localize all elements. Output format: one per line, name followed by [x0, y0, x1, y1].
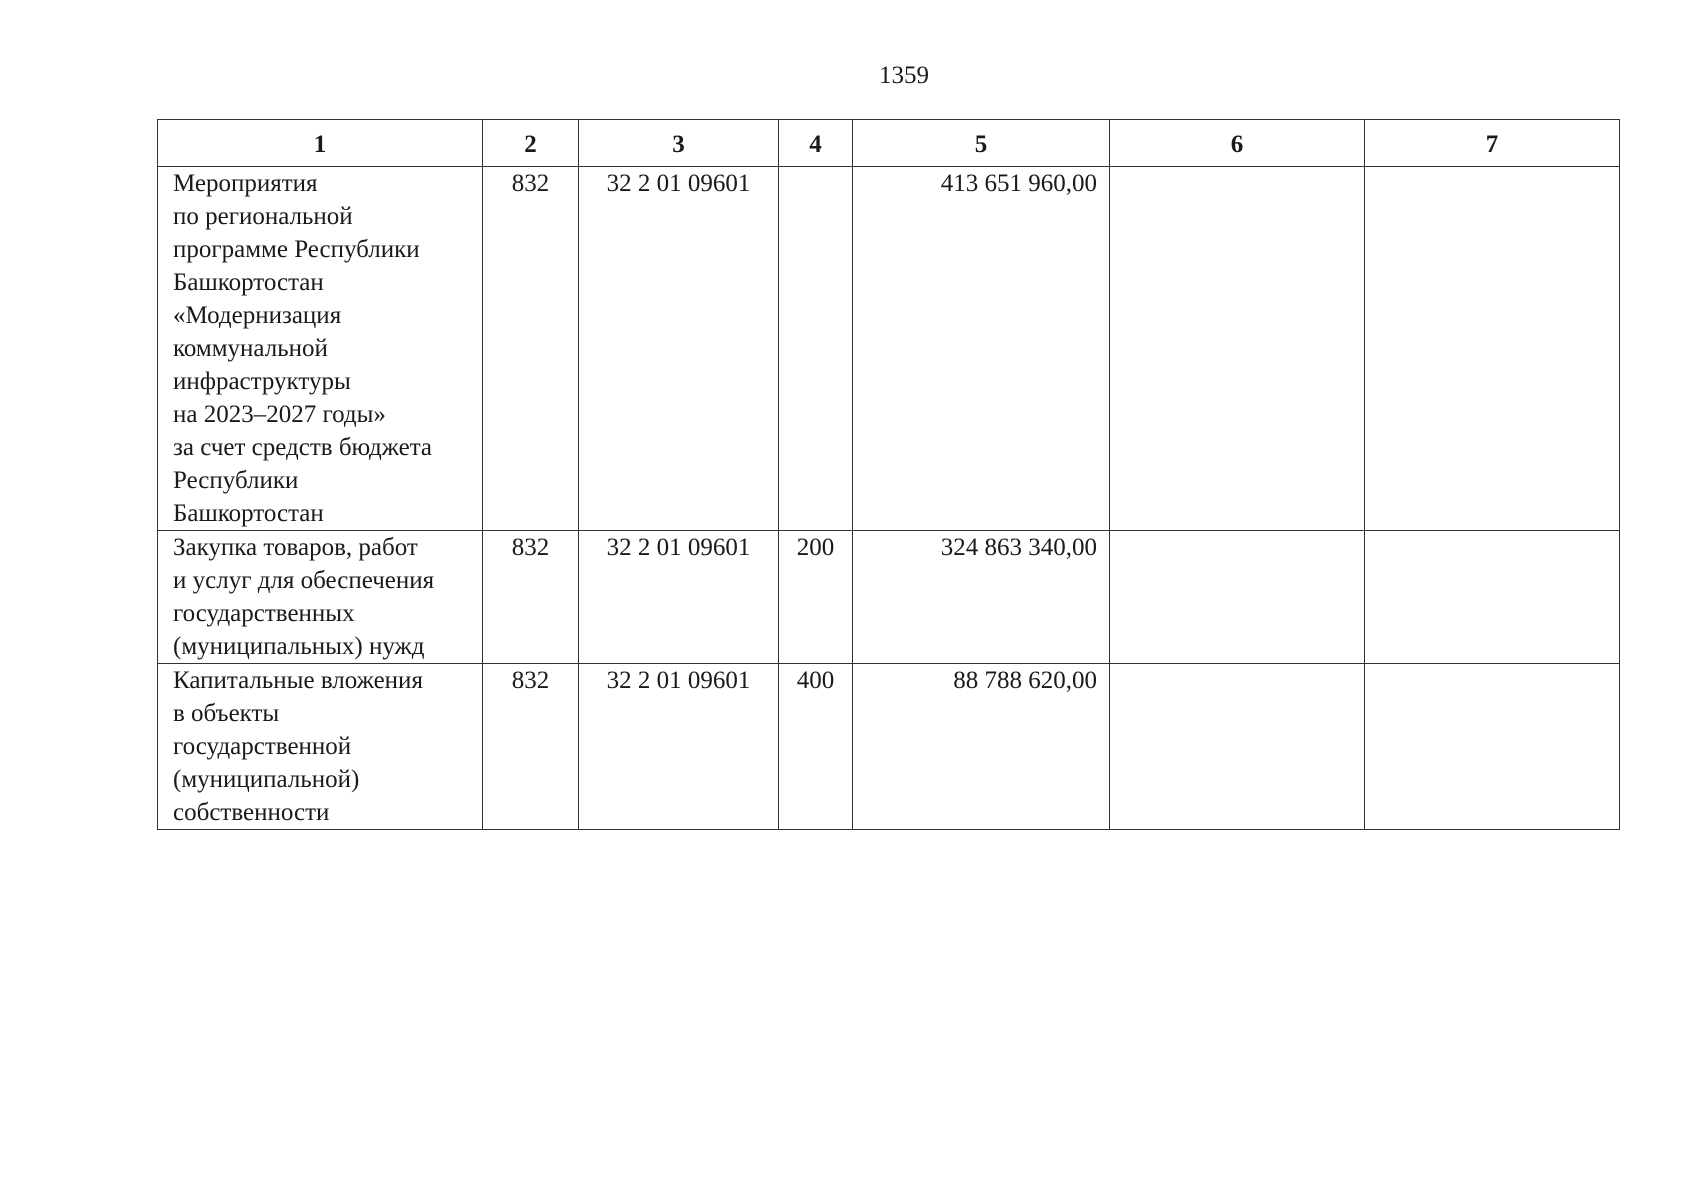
- header-col-1: 1: [158, 120, 483, 167]
- row-name-line: по региональной: [173, 203, 353, 230]
- row-name-line: и услуг для обеспечения: [173, 567, 435, 594]
- header-col-4: 4: [779, 120, 853, 167]
- header-row: [158, 120, 1620, 167]
- table-row: [158, 167, 1620, 531]
- col7-cell: [1365, 664, 1620, 830]
- header-col-2: 2: [483, 120, 579, 167]
- row-name-line: за счет средств бюджета: [173, 434, 433, 461]
- header-col-5: 5: [853, 120, 1110, 167]
- col6-cell: [1110, 531, 1365, 664]
- target-article-cell: 32 2 01 09601: [579, 167, 779, 531]
- row-name-line: государственной: [173, 733, 352, 760]
- table-row: [158, 531, 1620, 664]
- row-name-line: «Модернизация: [173, 302, 342, 329]
- row-name-line: (муниципальной): [173, 766, 360, 793]
- admin-code-cell: 832: [483, 664, 579, 830]
- col6-cell: [1110, 167, 1365, 531]
- col7-cell: [1365, 531, 1620, 664]
- row-name-line: на 2023–2027 годы»: [173, 401, 386, 428]
- target-article-cell: 32 2 01 09601: [579, 664, 779, 830]
- col7-cell: [1365, 167, 1620, 531]
- amount-cell: 88 788 620,00: [853, 664, 1110, 830]
- row-name-line: Республики: [173, 467, 299, 494]
- row-name-line: коммунальной: [173, 335, 328, 362]
- row-name-line: Башкортостан: [173, 500, 324, 527]
- amount-cell: 324 863 340,00: [853, 531, 1110, 664]
- row-name-line: в объекты: [173, 700, 280, 727]
- row-name-line: государственных: [173, 600, 355, 627]
- budget-table: [157, 119, 1620, 830]
- header-col-3: 3: [579, 120, 779, 167]
- row-name-line: собственности: [173, 799, 330, 826]
- page-number: 1359: [879, 62, 929, 89]
- row-name-line: инфраструктуры: [173, 368, 351, 395]
- header-col-6: 6: [1110, 120, 1365, 167]
- row-name-line: (муниципальных) нужд: [173, 633, 425, 660]
- row-name-line: Закупка товаров, работ: [173, 534, 418, 561]
- row-name-cell: [158, 531, 483, 664]
- expense-type-cell: [779, 167, 853, 531]
- row-name-line: программе Республики: [173, 236, 420, 263]
- target-article-cell: 32 2 01 09601: [579, 531, 779, 664]
- row-name-line: Капитальные вложения: [173, 667, 423, 694]
- expense-type-cell: 200: [779, 531, 853, 664]
- col6-cell: [1110, 664, 1365, 830]
- expense-type-cell: 400: [779, 664, 853, 830]
- row-name-cell: [158, 167, 483, 531]
- amount-cell: 413 651 960,00: [853, 167, 1110, 531]
- row-name-cell: [158, 664, 483, 830]
- row-name-line: Башкортостан: [173, 269, 324, 296]
- table-row: [158, 664, 1620, 830]
- header-col-7: 7: [1365, 120, 1620, 167]
- row-name-line: Мероприятия: [173, 170, 318, 197]
- admin-code-cell: 832: [483, 167, 579, 531]
- admin-code-cell: 832: [483, 531, 579, 664]
